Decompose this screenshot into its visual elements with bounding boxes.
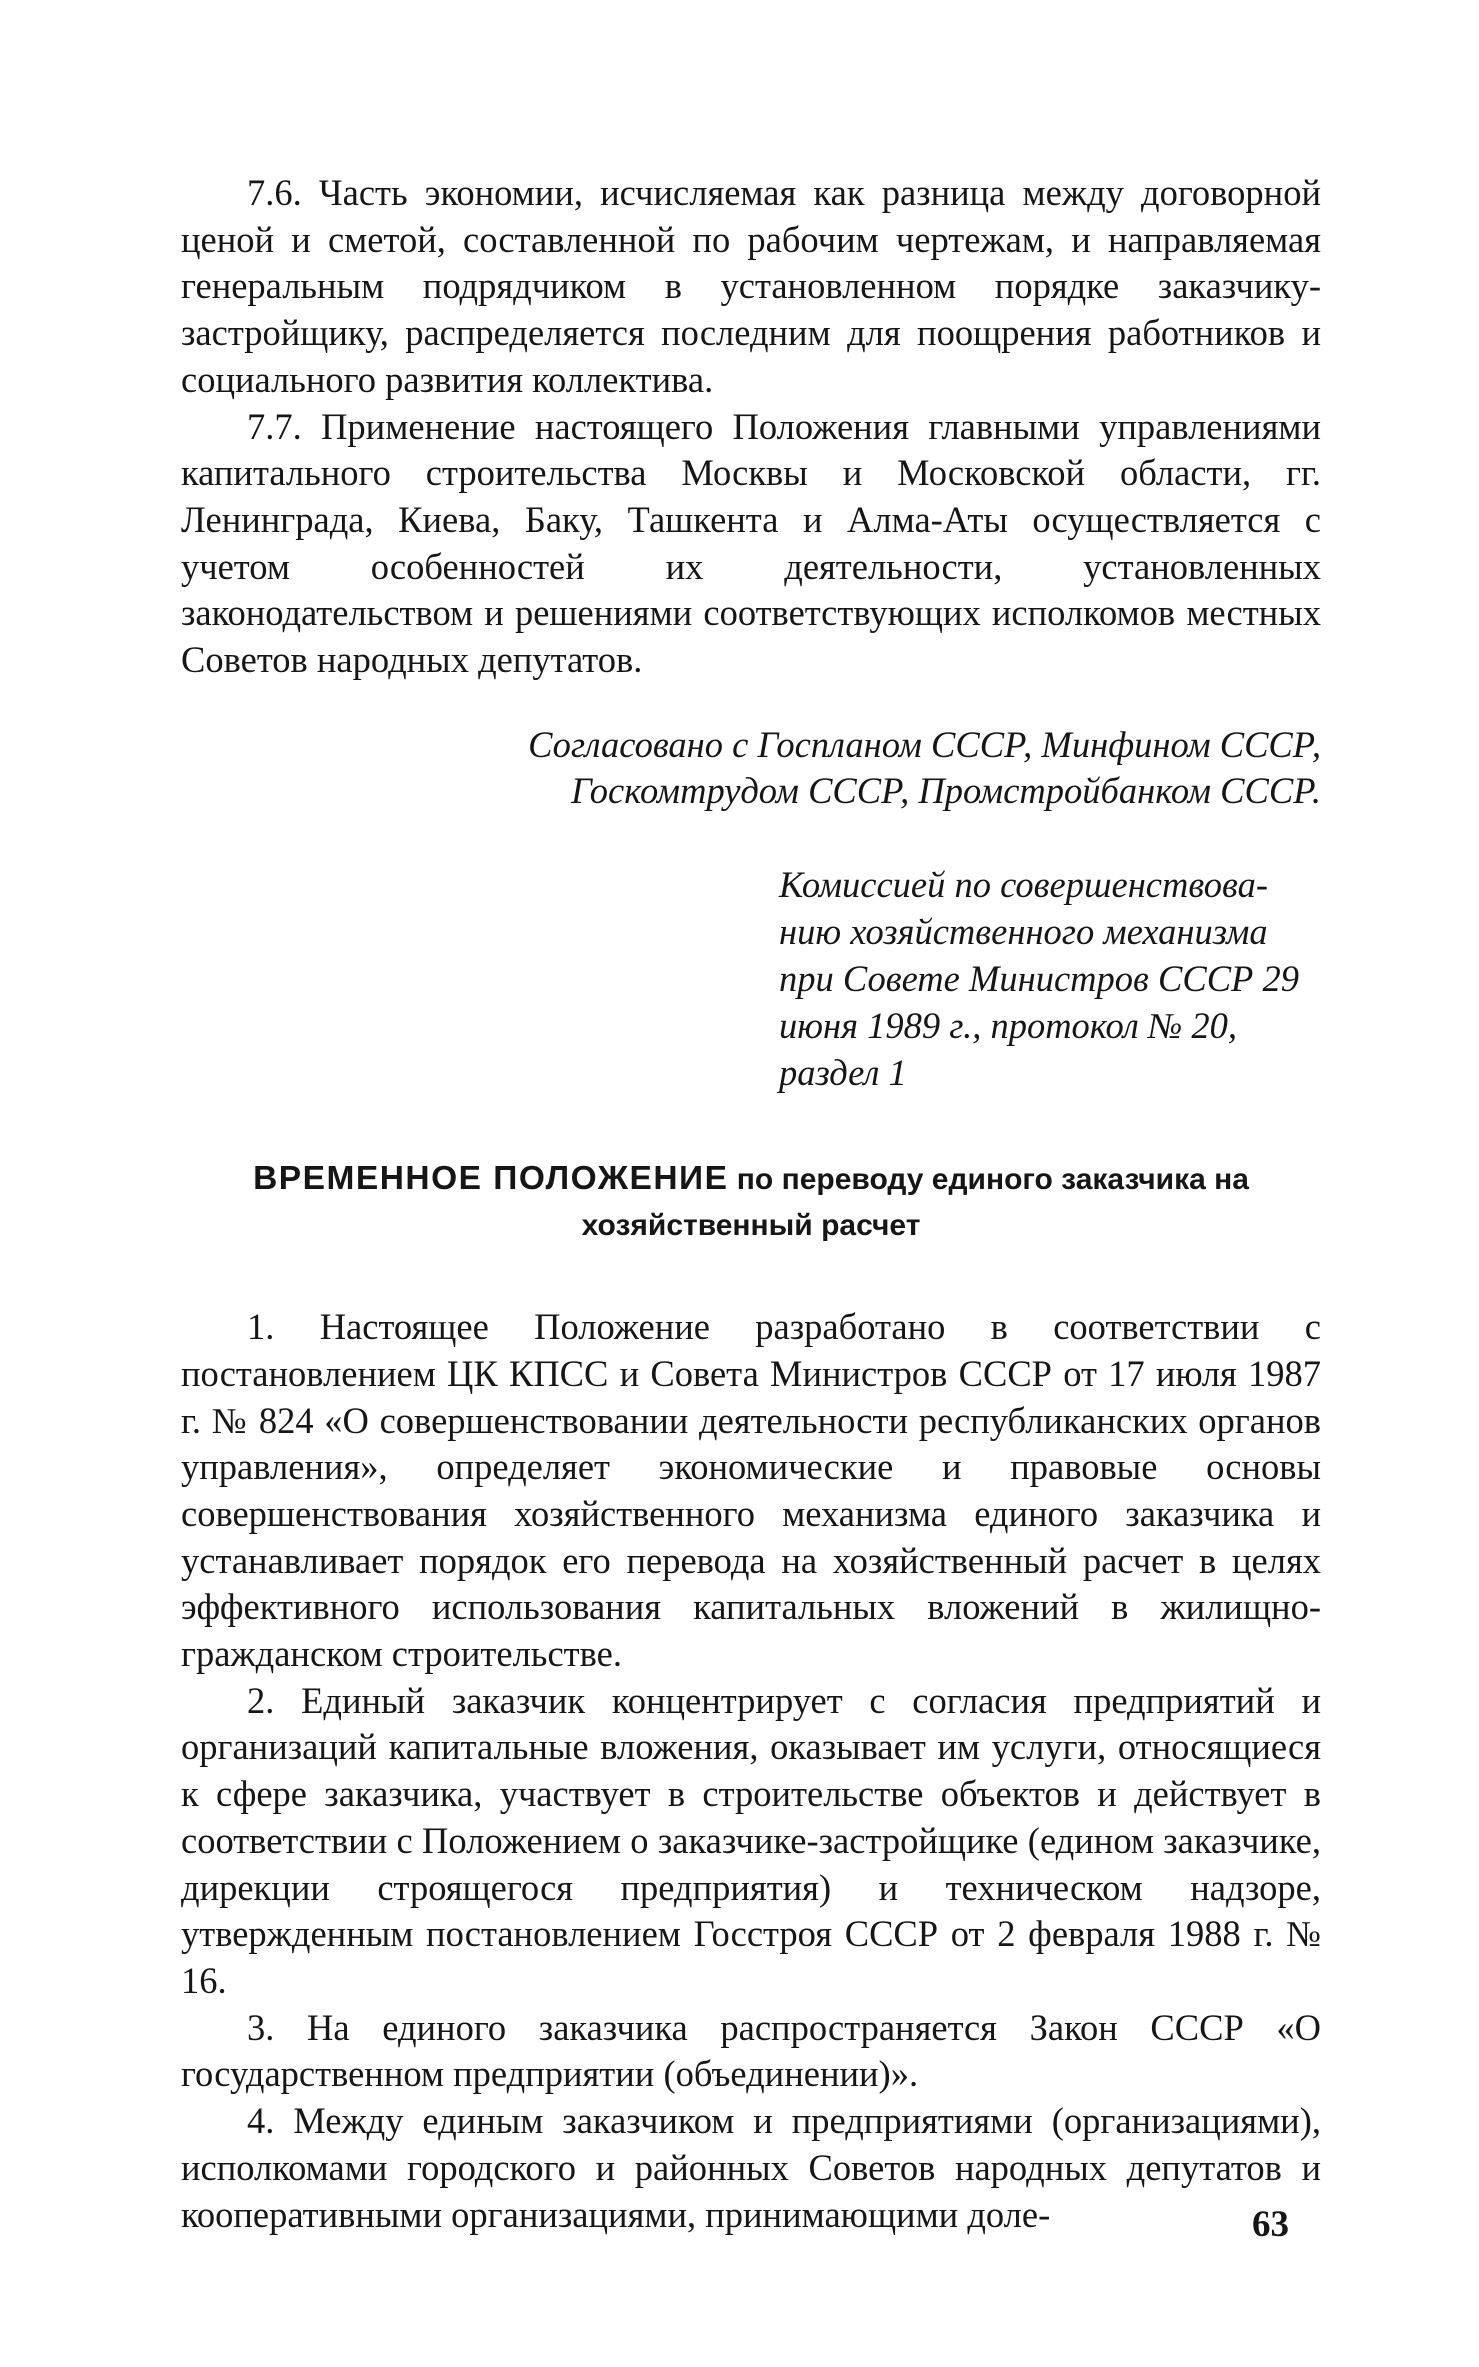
heading-title-caps: ВРЕМЕННОЕ ПОЛОЖЕНИЕ [253,1160,729,1198]
commission-approval-note [779,861,1319,1096]
paragraph-3: 3. На единого заказчика распространяется Закон СССР «О государственном предприятии (объединении)». [181,2006,1321,2095]
page-number: 63 [1252,2204,1289,2245]
paragraph-1: 1. Настоящее Положение разработано в соответствии с постановлением ЦК КПСС и Совета Министров СССР от 17 июля 1987 г. № 824 «О совершенствовании деятельности республиканских органов управления», определяет экономические и правовые основы совершенствования хозяйственного механизма единого заказчика и устанавливает порядок его перевода на хозяйственный расчет в целях эффективного использования капитальных вложений в жилищно-гражданском строительстве. [181,1306,1321,1675]
commission-line: Комиссией по совершенствова- [779,864,1268,906]
approval-line: Госкомтрудом СССР, Промстройбанком СССР. [570,770,1321,812]
commission-line: июня 1989 г., протокол № 20, [779,1005,1238,1047]
heading-title-rest: по переводу единого заказчика на хозяйственный расчет [581,1163,1249,1243]
commission-line: при Совете Министров СССР 29 [779,958,1299,1000]
paragraph-7-6: 7.6. Часть экономии, исчисляемая как разница между договорной ценой и сметой, составленной по рабочим чертежам, и направляемая генеральным подрядчиком в установленном порядке заказчику-застройщику, распределяется последним для поощрения работников и социального развития коллектива. [181,172,1321,400]
approval-line: Согласовано с Госпланом СССР, Минфином СССР, [528,723,1321,765]
paragraph-2: 2. Единый заказчик концентрирует с согласия предприятий и организаций капитальные вложения, оказывает им услуги, относящиеся к сфере заказчика, участвует в строительстве объектов и действует в соответствии с Положением о заказчике-застройщике (едином заказчике, дирекции строящегося предприятия) и техническом надзоре, утвержденным постановлением Госстроя СССР от 2 февраля 1988 г. № 16. [181,1679,1321,2001]
page-content [181,170,1321,2238]
commission-line: нию хозяйственного механизма [779,911,1268,953]
commission-line: раздел 1 [779,1052,907,1094]
paragraph-7-7: 7.7. Применение настоящего Положения главными управлениями капитального строительства Москвы и Московской области, гг. Ленинграда, Киева, Баку, Ташкента и Алма-Аты осуществляется с учетом особенностей их деятельности, установленных законодательством и решениями соответствующих исполкомов местных Советов народных депутатов. [181,405,1321,681]
section-heading [181,1156,1321,1249]
paragraph-4: 4. Между единым заказчиком и предприятиями (организациями), исполкомами городского и районных Советов народных депутатов и кооперативными организациями, принимающими доле- [181,2100,1321,2235]
approval-note [181,722,1321,815]
